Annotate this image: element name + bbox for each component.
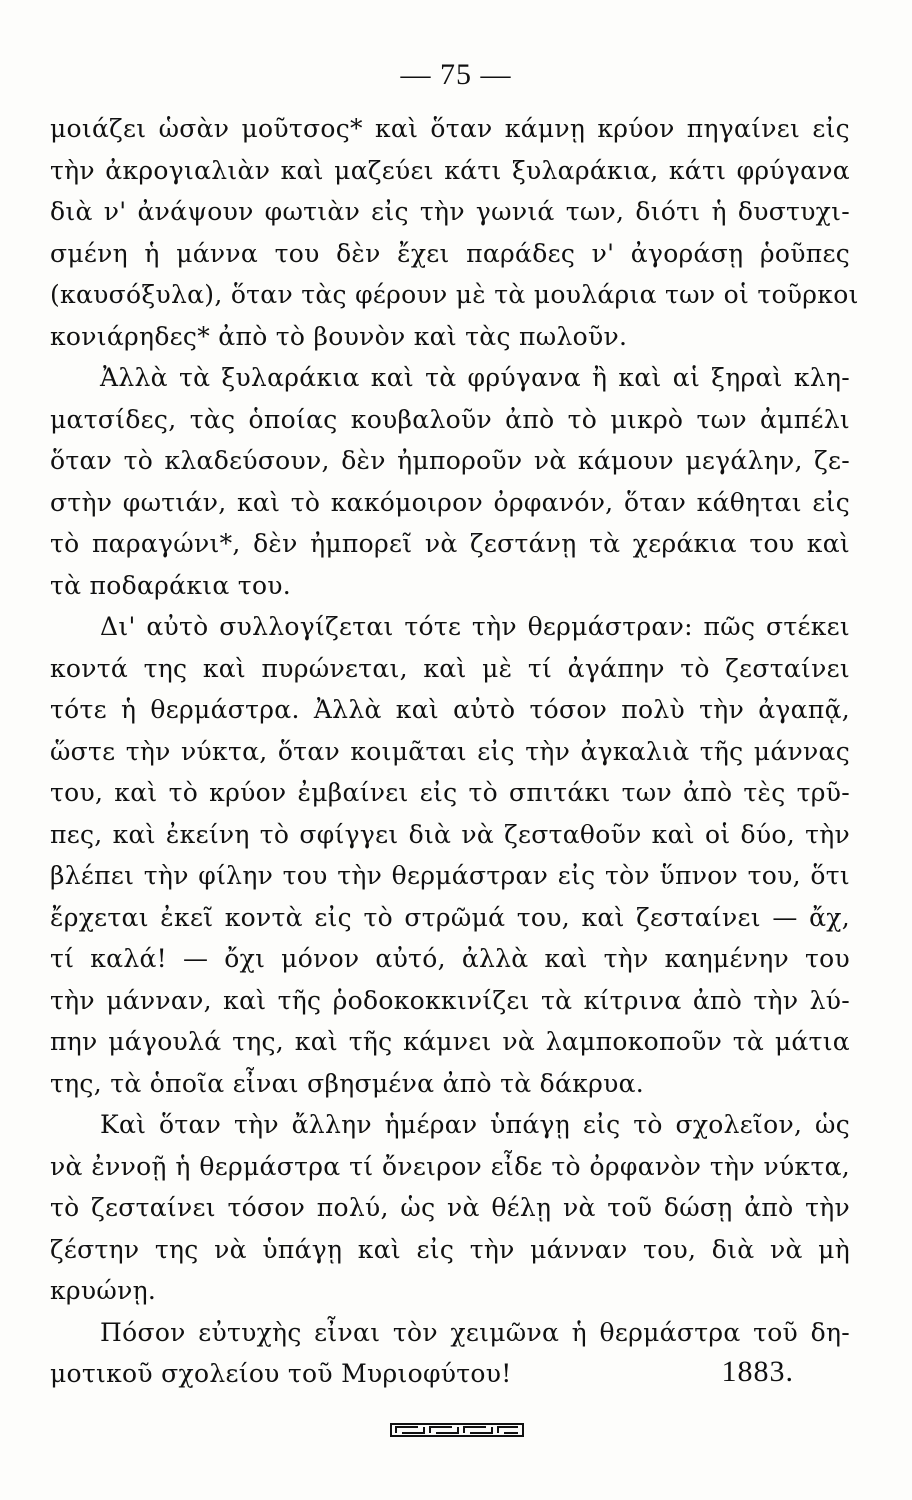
- text-line: κοντά της καὶ πυρώνεται, καὶ μὲ τί ἀγάπην τὸ ζεσταίνει: [50, 653, 850, 683]
- text-line: ἔρχεται ἐκεῖ κοντὰ εἰς τὸ στρῶμά του, καὶ ζεσταίνει — ἄχ,: [50, 902, 850, 932]
- paragraph-start-line: Ἀλλὰ τὰ ξυλαράκια καὶ τὰ φρύγανα ἢ καὶ αἱ ξηραὶ κλη-: [100, 363, 850, 392]
- text-line: σμένη ἡ μάννα του δὲν ἔχει παράδες ν' ἀγοράσῃ ῥοῦπες: [50, 238, 850, 268]
- text-line: τὸ παραγώνι*, δὲν ἠμπορεῖ νὰ ζεστάνῃ τὰ χεράκια του καὶ: [50, 529, 850, 558]
- paragraph-start-line: Πόσον εὐτυχὴς εἶναι τὸν χειμῶνα ἡ θερμάστρα τοῦ δη-: [100, 1317, 850, 1347]
- text-line: τὰ ποδαράκια του.: [50, 570, 292, 600]
- text-line: (καυσόξυλα), ὅταν τὰς φέρουν μὲ τὰ μουλάρια των οἱ τοῦρκοι: [50, 280, 859, 309]
- text-line: τὴν ἀκρογιαλιὰν καὶ μαζεύει κάτι ξυλαράκια, κάτι φρύγανα: [50, 155, 850, 185]
- date-signature: 1883.: [721, 1355, 794, 1388]
- paragraph-start-line: Δι' αὐτὸ συλλογίζεται τότε τὴν θερμάστραν: πῶς στέκει: [100, 612, 850, 641]
- text-line: ματσίδες, τὰς ὁποίας κουβαλοῦν ἀπὸ τὸ μικρὸ των ἀμπέλι: [50, 404, 850, 434]
- text-line: διὰ ν' ἀνάψουν φωτιὰν εἰς τὴν γωνιά των, διότι ἡ δυστυχι-: [50, 197, 850, 226]
- text-line: πες, καὶ ἐκείνη τὸ σφίγγει διὰ νὰ ζεσταθοῦν καὶ οἱ δύο, τὴν: [50, 819, 850, 849]
- text-line: ζέστην της νὰ ὑπάγῃ καὶ εἰς τὴν μάνναν του, διὰ νὰ μὴ: [50, 1234, 850, 1264]
- text-line: βλέπει τὴν φίλην του τὴν θερμάστραν εἰς τὸν ὕπνον του, ὅτι: [50, 861, 850, 890]
- page-number: — 75 —: [400, 58, 512, 91]
- body-text: [50, 108, 859, 1395]
- text-line: μοτικοῦ σχολείου τοῦ Μυριοφύτου!: [50, 1359, 512, 1388]
- text-line: κονιάρηδες* ἀπὸ τὸ βουνὸν καὶ τὰς πωλοῦν.: [50, 321, 628, 351]
- text-line: τί καλά! — ὄχι μόνον αὐτό, ἀλλὰ καὶ τὴν καημένην του: [50, 944, 850, 973]
- text-line: της, τὰ ὁποῖα εἶναι σβησμένα ἀπὸ τὰ δάκρυα.: [50, 1068, 645, 1098]
- text-line: πην μάγουλά της, καὶ τῆς κάμνει νὰ λαμποκοποῦν τὰ μάτια: [50, 1027, 850, 1056]
- paragraph-start-line: Καὶ ὅταν τὴν ἄλλην ἡμέραν ὑπάγῃ εἰς τὸ σχολεῖον, ὡς: [100, 1110, 850, 1139]
- text-line: του, καὶ τὸ κρύον ἐμβαίνει εἰς τὸ σπιτάκι των ἀπὸ τὲς τρῦ-: [50, 778, 850, 807]
- text-line: μοιάζει ὡσὰν μοῦτσος* καὶ ὅταν κάμνῃ κρύον πηγαίνει εἰς: [50, 114, 850, 143]
- text-line: ὅταν τὸ κλαδεύσουν, δὲν ἠμποροῦν νὰ κάμουν μεγάλην, ζε-: [50, 446, 850, 475]
- end-ornament-icon: [390, 1423, 524, 1437]
- text-line: ὥστε τὴν νύκτα, ὅταν κοιμᾶται εἰς τὴν ἀγκαλιὰ τῆς μάννας: [50, 736, 850, 766]
- text-line: κρυώνῃ.: [50, 1276, 157, 1305]
- text-line: στὴν φωτιάν, καὶ τὸ κακόμοιρον ὀρφανόν, ὅταν κάθηται εἰς: [50, 487, 850, 517]
- text-line: τὴν μάνναν, καὶ τῆς ῥοδοκοκκινίζει τὰ κίτρινα ἀπὸ τὴν λύ-: [50, 985, 850, 1015]
- text-line: τὸ ζεσταίνει τόσον πολύ, ὡς νὰ θέλῃ νὰ τοῦ δώσῃ ἀπὸ τὴν: [50, 1193, 850, 1222]
- text-line: τότε ἡ θερμάστρα. Ἀλλὰ καὶ αὐτὸ τόσον πολὺ τὴν ἀγαπᾷ,: [50, 695, 850, 724]
- text-line: νὰ ἐννοῇ ἡ θερμάστρα τί ὄνειρον εἶδε τὸ ὀρφανὸν τὴν νύκτα,: [50, 1151, 850, 1181]
